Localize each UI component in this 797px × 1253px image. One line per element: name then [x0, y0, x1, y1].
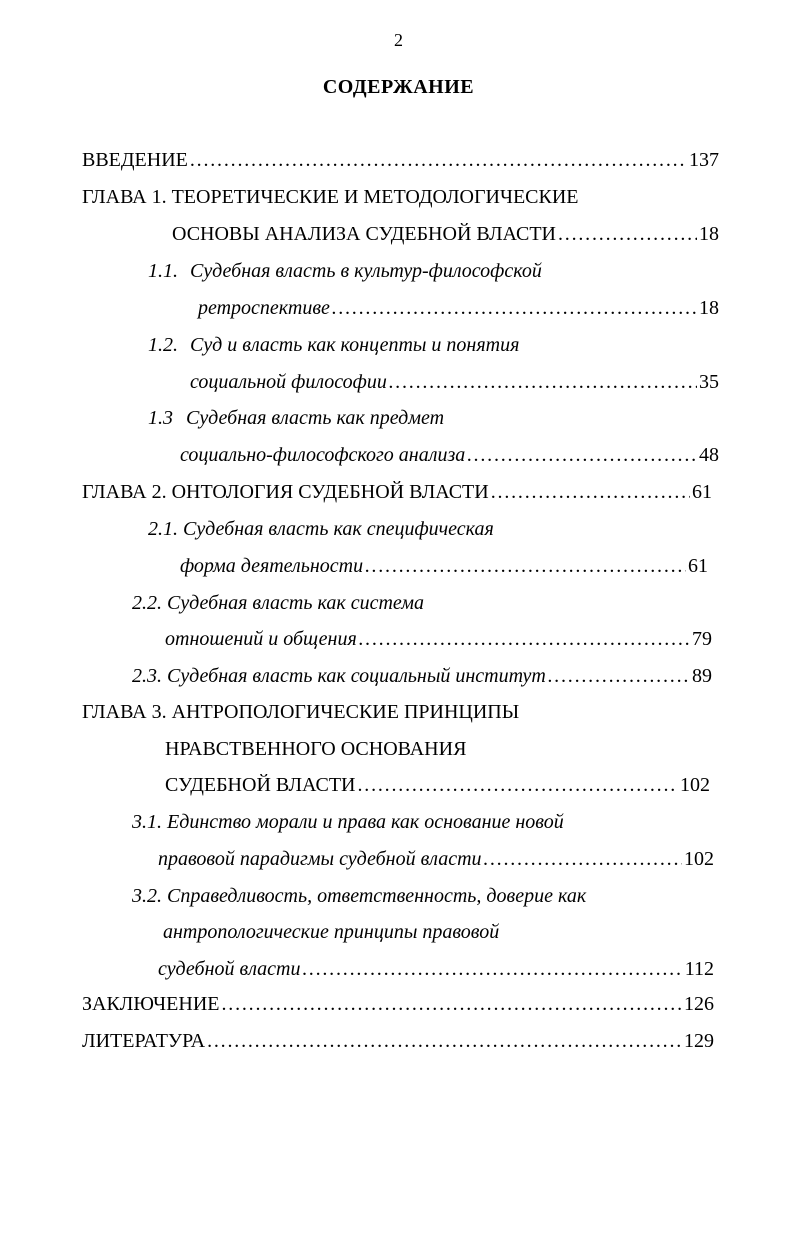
- toc-section-1-3-line2[interactable]: [180, 443, 719, 467]
- page-title: СОДЕРЖАНИЕ: [322, 76, 475, 98]
- page-number: 2: [394, 30, 403, 50]
- toc-page-number: 126: [684, 993, 714, 1015]
- toc-entry-label: правовой парадигмы судебной власти: [158, 848, 482, 870]
- toc-entry-label: ЗАКЛЮЧЕНИЕ: [82, 993, 220, 1015]
- toc-leader-dots: [491, 480, 690, 504]
- toc-entry-label: ВВЕДЕНИЕ: [82, 149, 188, 171]
- toc-entry-label: отношений и общения: [165, 628, 357, 650]
- toc-entry-label: социальной философии: [190, 371, 387, 393]
- toc-page-number: 61: [688, 555, 708, 577]
- toc-entry-literature[interactable]: [82, 1029, 714, 1053]
- toc-chapter-3-line2[interactable]: НРАВСТВЕННОГО ОСНОВАНИЯ: [165, 738, 467, 760]
- toc-section-3-1-line2[interactable]: [158, 847, 714, 871]
- toc-leader-dots: [467, 443, 697, 467]
- toc-section-1-2-line2[interactable]: [190, 370, 719, 394]
- toc-leader-dots: [484, 847, 682, 871]
- toc-page-number: 129: [684, 1030, 714, 1052]
- toc-section-2-1-line1[interactable]: 2.1. Судебная власть как специфическая: [148, 518, 494, 540]
- toc-section-number: 1.2.: [148, 334, 178, 356]
- toc-page-number: 35: [699, 371, 719, 393]
- toc-chapter-2[interactable]: [82, 480, 712, 504]
- toc-leader-dots: [548, 664, 690, 688]
- toc-section-3-2-line3[interactable]: [158, 957, 714, 981]
- toc-section-2-2-line1[interactable]: 2.2. Судебная власть как система: [132, 592, 425, 614]
- toc-section-number: 1.3: [148, 407, 173, 429]
- toc-leader-dots: [332, 296, 697, 320]
- toc-section-1-1-line2[interactable]: [198, 296, 719, 320]
- toc-entry-label: Судебная власть в культур-философской: [190, 260, 542, 282]
- toc-entry-label: Суд и власть как концепты и понятия: [190, 334, 520, 356]
- toc-entry-label: ГЛАВА 2. ОНТОЛОГИЯ СУДЕБНОЙ ВЛАСТИ: [82, 481, 489, 503]
- toc-entry-label: ЛИТЕРАТУРА: [82, 1030, 206, 1052]
- toc-chapter-3-line3[interactable]: [165, 773, 710, 797]
- toc-leader-dots: [359, 627, 690, 651]
- toc-section-number: 1.1.: [148, 260, 178, 282]
- toc-chapter-3-line1[interactable]: ГЛАВА 3. АНТРОПОЛОГИЧЕСКИЕ ПРИНЦИПЫ: [82, 701, 520, 723]
- toc-entry-label: социально-философского анализа: [180, 444, 466, 466]
- toc-page-number: 102: [680, 774, 710, 796]
- toc-leader-dots: [357, 773, 678, 797]
- toc-section-2-1-line2[interactable]: [180, 554, 708, 578]
- toc-page-number: 112: [684, 958, 714, 980]
- toc-page-number: 79: [692, 628, 712, 650]
- toc-section-3-1-line1[interactable]: 3.1. Единство морали и права как основание новой: [132, 811, 564, 833]
- toc-entry-label: 2.3. Судебная власть как социальный институт: [132, 665, 546, 687]
- toc-entry-label: Судебная власть как предмет: [186, 407, 445, 429]
- toc-chapter-1-line1[interactable]: ГЛАВА 1. ТЕОРЕТИЧЕСКИЕ И МЕТОДОЛОГИЧЕСКИЕ: [82, 186, 579, 208]
- toc-section-3-2-line2[interactable]: антропологические принципы правовой: [163, 921, 500, 943]
- toc-page-number: 48: [699, 444, 719, 466]
- toc-entry-label: СУДЕБНОЙ ВЛАСТИ: [165, 774, 356, 796]
- toc-leader-dots: [221, 992, 682, 1016]
- toc-page-number: 18: [699, 223, 719, 245]
- toc-leader-dots: [365, 554, 686, 578]
- toc-entry-label: ОСНОВЫ АНАЛИЗА СУДЕБНОЙ ВЛАСТИ: [172, 223, 556, 245]
- toc-leader-dots: [302, 957, 682, 981]
- toc-leader-dots: [389, 370, 697, 394]
- toc-leader-dots: [558, 222, 697, 246]
- toc-section-3-2-line1[interactable]: 3.2. Справедливость, ответственность, доверие как: [132, 885, 587, 907]
- toc-chapter-1-line2[interactable]: [172, 222, 719, 246]
- toc-entry-label: форма деятельности: [180, 555, 364, 577]
- toc-entry-label: ретроспективе: [198, 297, 330, 319]
- toc-section-2-2-line2[interactable]: [165, 627, 712, 651]
- toc-leader-dots: [207, 1029, 682, 1053]
- toc-page-number: 102: [684, 848, 714, 870]
- toc-entry-label: судебной власти: [158, 958, 301, 980]
- toc-section-1-1-line1[interactable]: [148, 259, 542, 283]
- toc-page-number: 61: [692, 481, 712, 503]
- toc-section-1-3-line1[interactable]: [148, 406, 444, 430]
- toc-section-2-3[interactable]: [132, 664, 712, 688]
- toc-section-1-2-line1[interactable]: [148, 333, 519, 357]
- toc-page-number: 89: [692, 665, 712, 687]
- toc-entry-intro[interactable]: [82, 148, 719, 172]
- toc-entry-conclusion[interactable]: [82, 992, 714, 1016]
- toc-leader-dots: [190, 148, 687, 172]
- toc-page-number: 137: [689, 149, 719, 171]
- toc-page-number: 18: [699, 297, 719, 319]
